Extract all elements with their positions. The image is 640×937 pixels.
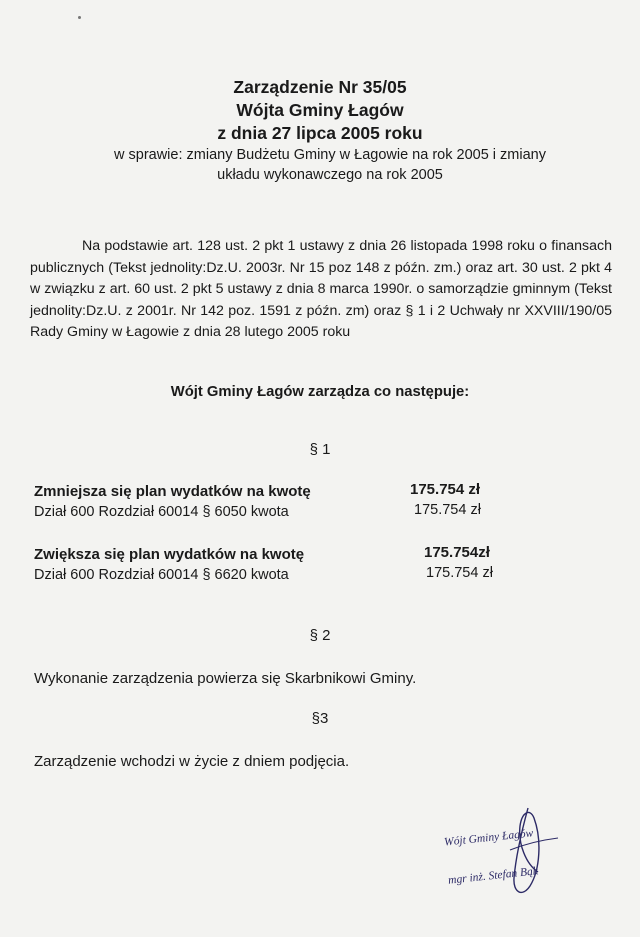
increase-total: 175.754zł <box>424 544 490 561</box>
increase-detail: Dział 600 Rozdział 60014 § 6620 kwota <box>34 567 289 583</box>
decree-date: z dnia 27 lipca 2005 roku <box>217 123 423 143</box>
stamp-name: mgr inż. Stefan Bąk <box>447 865 539 887</box>
subject-line-1: w sprawie: zmiany Budżetu Gminy w Łagowie na rok 2005 i zmiany <box>114 147 546 163</box>
legal-basis: Na podstawie art. 128 ust. 2 pkt 1 ustawy z dnia 26 listopada 1998 roku o finansach publicznych (Tekst jednolity:Dz.U. 2003r. Nr 15 poz 148 z późn. zm.) oraz art. 30 ust. 2 pkt 4 w związku z art. 60 ust. 2 pkt 5 ustawy z dnia 8 marca 1990r. o samorządzie gminnym (Tekst jednolity:Dz.U. z 2001r. Nr 142 poz. 1591 z późn. zm) oraz § 1 i 2 Uchwały nr XXVIII/190/05 Rady Gminy w Łagowie z dnia 28 lutego 2005 roku <box>30 238 612 340</box>
signature-mark <box>430 800 620 910</box>
decree-heading: Wójt Gminy Łagów zarządza co następuje: <box>170 384 470 400</box>
section-3-sign: §3 <box>311 710 329 727</box>
scan-speck <box>78 16 81 19</box>
increase-detail-amount: 175.754 zł <box>426 565 493 581</box>
increase-label: Zwiększa się plan wydatków na kwotę <box>34 546 305 563</box>
decree-number: Zarządzenie Nr 35/05 <box>233 77 407 97</box>
decree-author: Wójta Gminy Łagów <box>236 100 404 120</box>
section-1-sign: § 1 <box>309 441 331 458</box>
stamp-title: Wójt Gminy Łagów <box>443 827 534 849</box>
decrease-detail-amount: 175.754 zł <box>414 502 481 518</box>
section-2-text: Wykonanie zarządzenia powierza się Skarbnikowi Gminy. <box>34 670 417 687</box>
subject-line-2: układu wykonawczego na rok 2005 <box>217 167 443 183</box>
section-3-text: Zarządzenie wchodzi w życie z dniem podjęcia. <box>34 753 350 770</box>
decrease-detail: Dział 600 Rozdział 60014 § 6050 kwota <box>34 504 289 520</box>
section-2-sign: § 2 <box>309 627 331 644</box>
decrease-label: Zmniejsza się plan wydatków na kwotę <box>34 483 311 500</box>
decrease-total: 175.754 zł <box>410 481 481 498</box>
